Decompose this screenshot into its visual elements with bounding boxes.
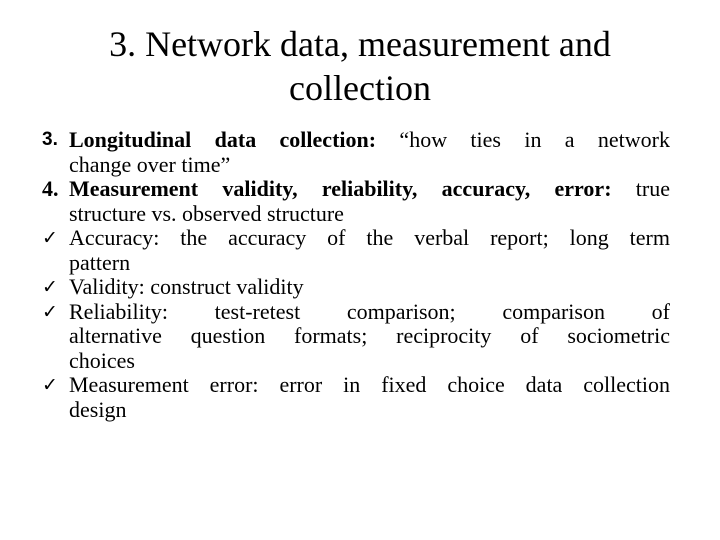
checkmark-icon: ✓ [42, 276, 58, 298]
item-line-2: change over time” [69, 151, 231, 177]
checkmark-icon: ✓ [42, 300, 58, 323]
item-line-1: Accuracy: the accuracy of the verbal report; long term [69, 225, 670, 250]
bullet-list [42, 128, 670, 422]
item-line-1: Measurement error: error in fixed choice data collection [69, 372, 670, 397]
item-line-2: alternative question formats; reciprocity of sociometric [69, 323, 670, 348]
list-item-longitudinal [42, 128, 670, 177]
item-line-2: pattern [69, 249, 131, 275]
slide-title-line-1: 3. Network data, measurement and [109, 24, 611, 64]
item-line-2: structure vs. observed structure [69, 200, 344, 226]
item-text: “how ties in a network [376, 127, 671, 152]
item-text: true [611, 176, 671, 201]
list-item-measurement [42, 177, 670, 226]
item-line-1 [69, 128, 670, 153]
item-line-1: Reliability: test-retest comparison; comparison of [69, 298, 670, 324]
slide-title [0, 22, 720, 110]
slide-title-line-2: collection [289, 68, 431, 108]
item-number: 4. [42, 176, 59, 201]
item-heading: Measurement validity, reliability, accuracy, error: [69, 176, 612, 201]
list-item-reliability [42, 300, 670, 374]
item-heading: Longitudinal data collection: [69, 127, 377, 152]
list-item-measurement-error [42, 373, 670, 422]
item-line-3: choices [69, 347, 135, 373]
item-line-1: Validity: construct validity [69, 274, 304, 299]
item-number: 3. [42, 129, 58, 150]
list-item-accuracy [42, 226, 670, 275]
item-line-2: design [69, 396, 127, 422]
checkmark-icon: ✓ [42, 374, 58, 396]
item-line-1 [69, 177, 670, 202]
checkmark-icon: ✓ [42, 227, 58, 249]
list-item-validity [42, 275, 670, 300]
